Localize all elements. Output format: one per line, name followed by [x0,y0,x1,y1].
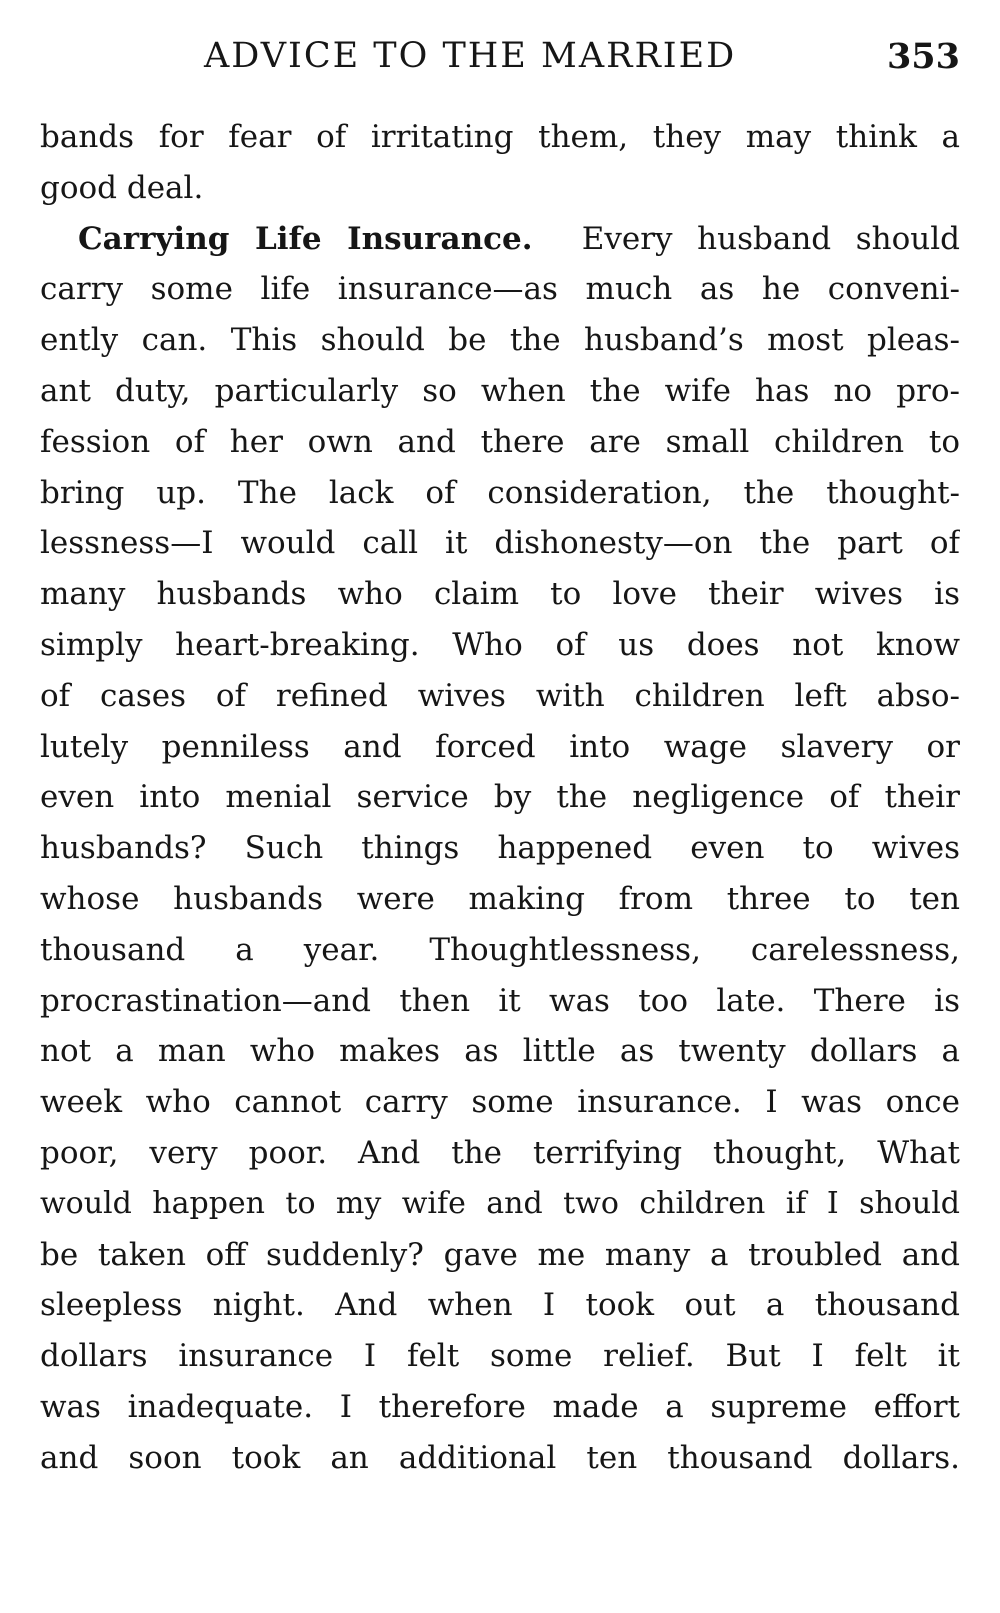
text-line: would happen to my wife and two children if I should [40,1185,960,1221]
paragraph-life-insurance [40,214,960,1484]
running-head [40,36,960,90]
text-line: of cases of refined wives with children left abso- [40,677,960,714]
text-line: ently can. This should be the husband’s most pleas- [40,322,960,359]
text-line: procrastination—and then it was too late. There is [40,982,960,1019]
text-line: thousand a year. Thoughtlessness, carelessness, [40,931,960,968]
text-line: dollars insurance I felt some relief. But I felt it [40,1338,960,1375]
paragraph-continuation [40,112,960,214]
text-line: lessness—I would call it dishonesty—on the part of [40,525,960,562]
text-line: even into menial service by the negligence of their [40,779,960,816]
text-line: whose husbands were making from three to ten [40,880,960,917]
body-text [40,112,960,1484]
text-fragment: Every husband should [581,220,960,257]
page-number: 353 [886,36,960,77]
text-line: many husbands who claim to love their wives is [40,576,960,613]
text-line: was inadequate. I therefore made a supreme effort [40,1388,960,1425]
running-title: ADVICE TO THE MARRIED [204,36,737,76]
text-line: lutely penniless and forced into wage slavery or [40,728,960,765]
text-line: not a man who makes as little as twenty dollars a [40,1033,960,1070]
text-line: bring up. The lack of consideration, the thought- [40,474,960,511]
text-line: carry some life insurance—as much as he conveni- [40,271,960,308]
text-line: and soon took an additional ten thousand dollars. [40,1439,960,1476]
text-line: ant duty, particularly so when the wife has no pro- [40,372,960,409]
text-line: simply heart-breaking. Who of us does not know [40,626,960,663]
text-line: week who cannot carry some insurance. I was once [40,1084,960,1121]
text-line: poor, very poor. And the terrifying thought, What [40,1134,960,1171]
text-line: fession of her own and there are small children to [40,423,960,460]
section-side-head: Carrying Life Insurance. [78,220,533,257]
text-line: be taken off suddenly? gave me many a troubled and [40,1236,960,1273]
text-line: good deal. [40,169,204,206]
text-line: sleepless night. And when I took out a thousand [40,1287,960,1324]
text-line: bands for fear of irritating them, they may think a [40,119,960,155]
text-line: husbands? Such things happened even to wives [40,830,960,867]
text-line [40,214,960,265]
